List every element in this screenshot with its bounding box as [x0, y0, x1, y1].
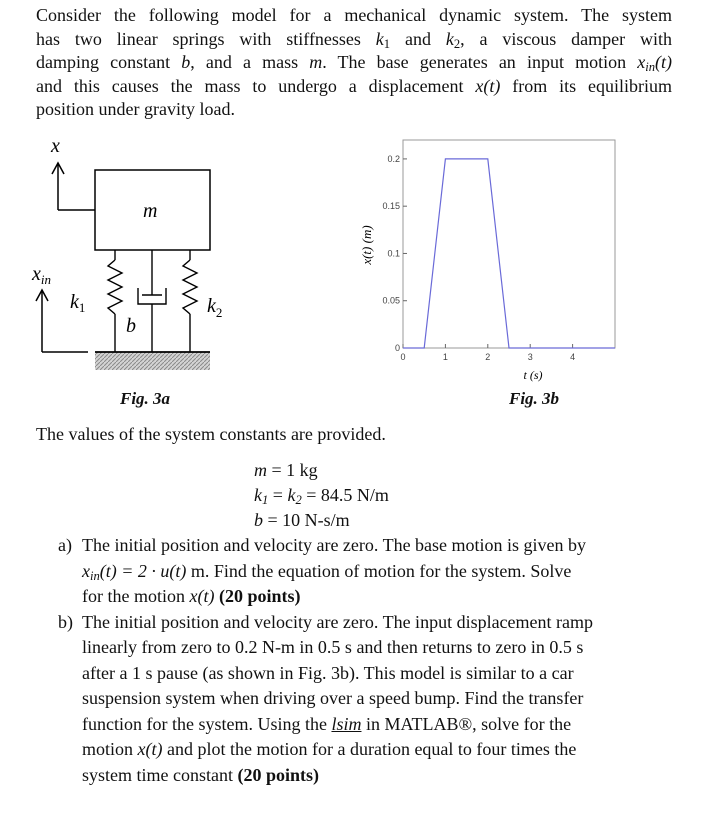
constant-m: m = 1 kg — [254, 460, 318, 480]
y-tick-label: 0.2 — [387, 153, 400, 164]
fig-3b-caption: Fig. 3b — [509, 389, 560, 408]
question-b-line-7: system time constant (20 points) — [82, 764, 319, 785]
x-label: x — [51, 135, 60, 157]
fig-3b-chart — [355, 130, 630, 385]
x-axis-label: t (s) — [523, 368, 543, 382]
question-b-label: b) — [58, 611, 73, 632]
ground-base — [95, 352, 210, 370]
damper-b — [138, 250, 166, 352]
question-list — [58, 533, 672, 788]
x-tick-label: 2 — [485, 352, 491, 362]
question-b — [58, 610, 672, 789]
question-b-line-3: after a 1 s pause (as shown in Fig. 3b). This model is similar to a car — [82, 662, 574, 683]
question-a — [58, 533, 672, 610]
y-axis-label: x(t) (m) — [359, 225, 374, 265]
k2-label: $k_2$ — [207, 295, 223, 320]
question-a-line-3: for the motion x(t) (20 points) — [82, 586, 301, 606]
question-b-line-5: function for the system. Using the lsim in MATLAB®, solve for the — [82, 713, 572, 734]
intro-line-2: has two linear springs with stiffnesses $k_1$ and $k_2$, a viscous damper with — [36, 28, 673, 51]
constant-k: $k_1 = k_2 = 84.5$ N/m — [254, 485, 389, 507]
plot-frame — [403, 140, 615, 348]
spring-k1 — [108, 250, 122, 352]
intro-line-1: Consider the following model for a mechanical dynamic system. The system — [36, 5, 672, 25]
intro-line-4: and this causes the mass to undergo a displacement x(t) from its equilibrium — [36, 75, 673, 96]
question-b-line-6: motion x(t) and plot the motion for a duration equal to four times the — [82, 739, 577, 759]
x-arrow — [52, 163, 95, 210]
intro-line-5: position under gravity load. — [36, 99, 235, 119]
y-tick-label: 0 — [394, 343, 400, 353]
question-b-line-2: linearly from zero to 0.2 N-m in 0.5 s and then returns to zero in 0.5 s — [82, 637, 584, 657]
b-label: b — [126, 315, 136, 337]
y-tick-label: 0.05 — [382, 295, 400, 306]
fig-3a-diagram — [0, 130, 260, 375]
question-a-line-2: $x_{in}(t) = 2 \cdot u(t)$ m. Find the equation of motion for the system. Solve — [82, 560, 572, 583]
lsim-link: lsim — [331, 713, 362, 734]
question-a-label: a) — [58, 535, 72, 555]
x-tick-label: 4 — [570, 352, 576, 362]
question-a-line-1: The initial position and velocity are zero. The base motion is given by — [82, 535, 587, 555]
x-tick-label: 0 — [400, 352, 406, 362]
k1-label: $k_1$ — [70, 291, 86, 315]
intro-line-3: damping constant b, and a mass m. The base generates an input motion $x_{in}(t)$ — [36, 52, 672, 74]
x-tick-label: 3 — [527, 352, 533, 362]
xin-label: $x_{in}$ — [32, 263, 52, 287]
values-intro: The values of the system constants are provided. — [36, 424, 386, 444]
y-tick-label: 0.15 — [382, 201, 400, 212]
mass-label: m — [143, 200, 158, 222]
question-b-line-1: The initial position and velocity are zero. The input displacement ramp — [82, 611, 594, 632]
x-tick-label: 1 — [442, 352, 448, 362]
y-tick-label: 0.1 — [387, 248, 400, 259]
intro-paragraph — [36, 4, 672, 122]
question-b-line-4: suspension system when driving over a speed bump. Find the transfer — [82, 688, 584, 708]
spring-k2 — [183, 250, 197, 352]
fig-3a-caption: Fig. 3a — [120, 389, 171, 408]
constant-b: b = 10 N-s/m — [254, 510, 350, 530]
